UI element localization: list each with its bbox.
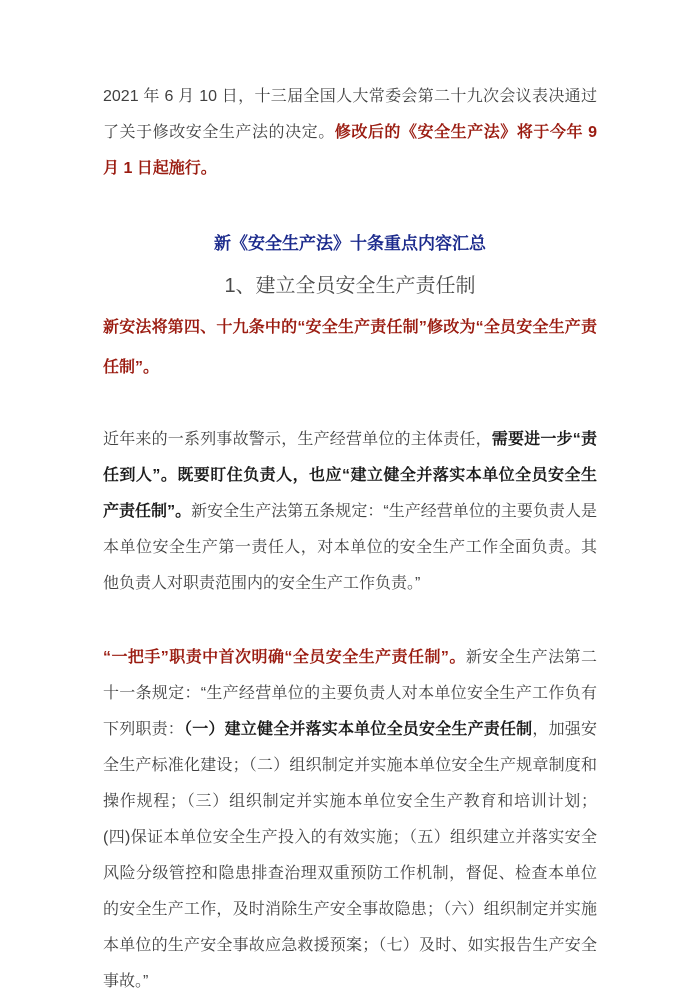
text-segment: ，加强安全生产标准化建设；（二）组织制定并实施本单位安全生产规章制度和操作规程；（三）组织制定并实施本单位安全生产教育和培训计划；(四)保证本单位安全生产投入的有效实施；（五）组织建立并落实安全风险分级管控和隐患排查治理双重预防工作机制，督促、检查本单位的安全生产工作，及时消除生产安全事故隐患；（六）组织制定并实施本单位的生产安全事故应急救援预案；（七）及时、如实报告生产安全事故。”	[103, 721, 597, 990]
paragraph-top-leader-duties	[103, 640, 597, 1000]
paragraph-full-staff-responsibility	[103, 422, 597, 602]
text-segment: 需要进一步“责任到人”。既要盯住负责人，也应“建立健全并落实本单位全员安全生产责任制”。	[103, 431, 597, 520]
intro-text: 2021 年 6 月 10 日，十三届全国人大常委会第二十九次会议表决通过了关于修改安全生产法的决定。	[103, 88, 597, 141]
text-segment: “一把手”职责中首次明确“全员安全生产责任制”。	[103, 649, 466, 666]
text-segment: （一）建立健全并落实本单位全员安全生产责任制	[184, 721, 533, 738]
item-1-heading: 1、建立全员安全生产责任制	[224, 275, 476, 297]
key-point-line: 新安法将第四、十九条中的“安全生产责任制”修改为“全员安全生产责任制”。	[103, 319, 597, 376]
text-segment: 新安全生产法第五条规定：“生产经营单位的主要负责人是本单位安全生产第一责任人，对本单位的安全生产工作全面负责。其他负责人对职责范围内的安全生产工作负责。”	[103, 503, 597, 592]
text-segment: 新安全生产法第二十一条规定：“生产经营单位的主要负责人对本单位安全生产工作负有下列职责：	[103, 649, 597, 738]
intro-paragraph	[103, 79, 597, 187]
section-title: 新《安全生产法》十条重点内容汇总	[214, 234, 486, 253]
text-segment: 近年来的一系列事故警示，生产经营单位的主体责任，	[103, 431, 492, 448]
intro-highlight-text: 修改后的《安全生产法》将于今年 9 月 1 日起施行。	[103, 124, 597, 177]
